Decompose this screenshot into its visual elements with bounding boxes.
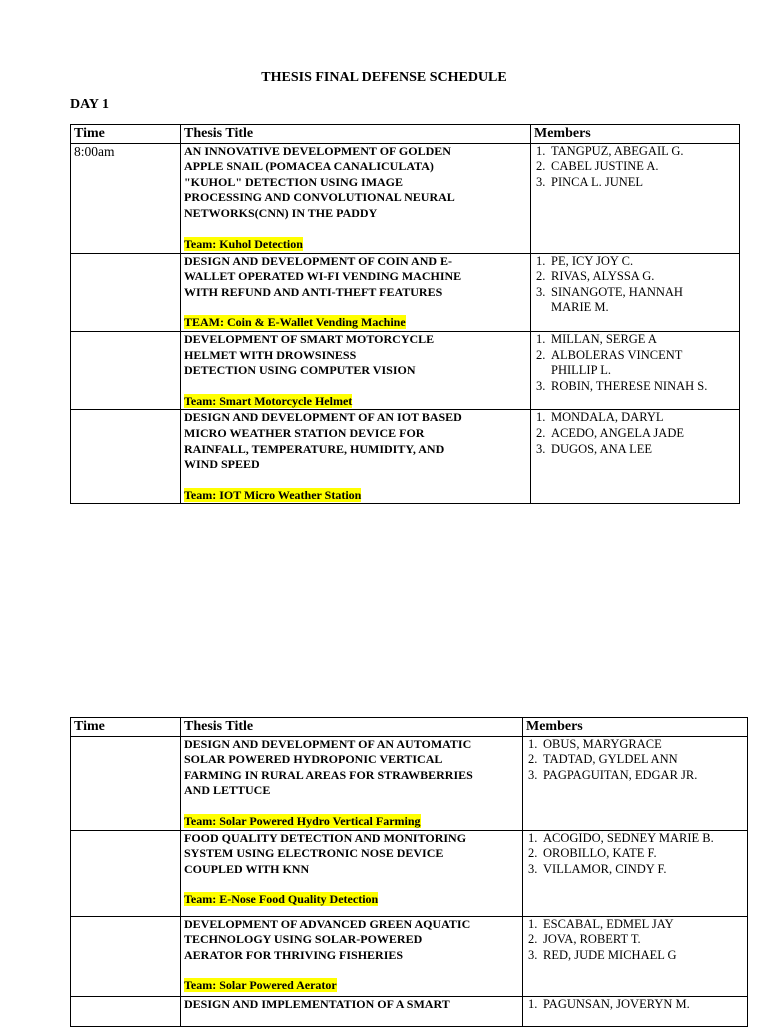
member-item: 2. RIVAS, ALYSSA G.	[536, 269, 655, 284]
member-item: 3. DUGOS, ANA LEE	[536, 441, 653, 456]
thesis-title-text: DESIGN AND IMPLEMENTATION OF A SMART	[184, 996, 450, 1011]
team-highlight: Team: Kuhol Detection	[184, 236, 303, 251]
thesis-title-text: FOOD QUALITY DETECTION AND MONITORING SYSTEM USING ELECTRONIC NOSE DEVICE COUPLED WITH KNN	[184, 830, 467, 876]
time-cell: 8:00am	[71, 143, 181, 253]
member-item: 2. ACEDO, ANGELA JADE	[536, 425, 684, 440]
member-name: OROBILLO, KATE F.	[543, 846, 657, 861]
thesis-title-cell	[181, 736, 523, 830]
member-name: DUGOS, ANA LEE	[551, 441, 653, 456]
member-item: 3. RED, JUDE MICHAEL G	[528, 947, 677, 962]
members-list	[534, 254, 736, 316]
members-list	[534, 332, 736, 394]
table-row	[71, 331, 740, 409]
member-name: VILLAMOR, CINDY F.	[543, 861, 667, 876]
member-name: PAGPAGUITAN, EDGAR JR.	[543, 767, 698, 782]
members-cell	[531, 143, 740, 253]
team-highlight: Team: Smart Motorcycle Helmet	[184, 393, 353, 408]
time-cell	[71, 916, 181, 996]
thesis-title-cell	[181, 410, 531, 504]
member-name: ALBOLERAS VINCENT PHILLIP L.	[551, 347, 683, 378]
table-row	[71, 996, 748, 1026]
team-name	[184, 315, 527, 331]
team-highlight: Team: E-Nose Food Quality Detection	[184, 892, 379, 907]
member-item: 1. MILLAN, SERGE A	[536, 331, 657, 346]
member-item: 2. ALBOLERAS VINCENT PHILLIP L.	[536, 347, 683, 378]
member-item: 1. ESCABAL, EDMEL JAY	[528, 916, 674, 931]
member-name: TADTAD, GYLDEL ANN	[543, 752, 678, 767]
time-cell	[71, 996, 181, 1026]
thesis-title-text: DESIGN AND DEVELOPMENT OF AN IOT BASED MICRO WEATHER STATION DEVICE FOR RAINFALL, TEMPERATURE, HUMIDITY, AND WIND SPEED	[184, 410, 462, 472]
member-name: PAGUNSAN, JOVERYN M.	[543, 996, 690, 1011]
members-cell	[531, 410, 740, 504]
thesis-title-text: DEVELOPMENT OF ADVANCED GREEN AQUATIC TECHNOLOGY USING SOLAR-POWERED AERATOR FOR THRIVING FISHERIES	[184, 916, 471, 962]
members-cell	[531, 253, 740, 331]
team-name	[184, 978, 519, 994]
member-item: 1. ACOGIDO, SEDNEY MARIE B.	[528, 830, 714, 845]
member-name: OBUS, MARYGRACE	[543, 736, 662, 751]
members-list	[526, 917, 744, 964]
member-item: 3. ROBIN, THERESE NINAH S.	[536, 378, 708, 393]
time-cell	[71, 410, 181, 504]
member-item: 3. SINANGOTE, HANNAH MARIE M.	[536, 284, 683, 315]
member-item: 1. PAGUNSAN, JOVERYN M.	[528, 996, 690, 1011]
thesis-title-text: DEVELOPMENT OF SMART MOTORCYCLE HELMET WITH DROWSINESS DETECTION USING COMPUTER VISION	[184, 331, 435, 378]
time-cell	[71, 830, 181, 916]
members-list	[526, 997, 744, 1013]
member-item: 1. PE, ICY JOY C.	[536, 253, 634, 268]
team-highlight: TEAM: Coin & E-Wallet Vending Machine	[184, 315, 406, 330]
team-highlight: Team: Solar Powered Aerator	[184, 978, 337, 993]
thesis-title-text: AN INNOVATIVE DEVELOPMENT OF GOLDEN APPLE SNAIL (POMACEA CANALICULATA) "KUHOL" DETECTION USING IMAGE PROCESSING AND CONVOLUTIONAL NEURAL NETWORKS(CNN) IN THE PADDY	[184, 143, 455, 220]
member-name: PE, ICY JOY C.	[551, 253, 634, 268]
member-name: SINANGOTE, HANNAH MARIE M.	[551, 284, 683, 315]
member-name: PINCA L. JUNEL	[551, 174, 644, 189]
members-list	[526, 737, 744, 784]
time-header: Time	[71, 125, 181, 144]
member-item: 1. MONDALA, DARYL	[536, 410, 664, 425]
member-item: 2. JOVA, ROBERT T.	[528, 932, 641, 947]
table-row	[71, 916, 748, 996]
time-cell	[71, 253, 181, 331]
thesis-title-cell	[181, 916, 523, 996]
team-name	[184, 892, 519, 908]
schedule-table-continued	[70, 717, 748, 1027]
team-name	[184, 488, 527, 504]
member-name: CABEL JUSTINE A.	[551, 159, 659, 174]
member-name: ESCABAL, EDMEL JAY	[543, 916, 674, 931]
members-header: Members	[531, 125, 740, 144]
member-name: ACEDO, ANGELA JADE	[551, 425, 684, 440]
table-row	[71, 736, 748, 830]
team-name	[184, 394, 527, 410]
table-row	[71, 143, 740, 253]
member-item: 2. TADTAD, GYLDEL ANN	[528, 752, 678, 767]
thesis-title-cell	[181, 143, 531, 253]
team-name	[184, 814, 519, 830]
members-cell	[523, 996, 748, 1026]
thesis-title-cell	[181, 996, 523, 1026]
table-row	[71, 253, 740, 331]
thesis-title-text: DESIGN AND DEVELOPMENT OF AN AUTOMATIC SOLAR POWERED HYDROPONIC VERTICAL FARMING IN RURAL AREAS FOR STRAWBERRIES AND LETTUCE	[184, 736, 473, 798]
members-cell	[531, 331, 740, 409]
member-name: JOVA, ROBERT T.	[543, 932, 641, 947]
members-list	[526, 831, 744, 878]
member-item: 2. OROBILLO, KATE F.	[528, 846, 657, 861]
time-cell	[71, 331, 181, 409]
thesis-title-header: Thesis Title	[181, 718, 523, 737]
thesis-title-cell	[181, 253, 531, 331]
team-highlight: Team: IOT Micro Weather Station	[184, 487, 362, 502]
table-row	[71, 410, 740, 504]
members-cell	[523, 916, 748, 996]
member-item: 1. TANGPUZ, ABEGAIL G.	[536, 143, 684, 158]
members-list	[534, 410, 736, 457]
thesis-title-header: Thesis Title	[181, 125, 531, 144]
member-item: 3. VILLAMOR, CINDY F.	[528, 861, 667, 876]
table-header-row	[71, 125, 740, 144]
thesis-title-cell	[181, 830, 523, 916]
day-label: DAY 1	[70, 97, 110, 112]
thesis-title-text: DESIGN AND DEVELOPMENT OF COIN AND E- WALLET OPERATED WI-FI VENDING MACHINE WITH REFUND AND ANTI-THEFT FEATURES	[184, 253, 462, 299]
member-item: 3. PAGPAGUITAN, EDGAR JR.	[528, 767, 698, 782]
time-header: Time	[71, 718, 181, 737]
table-header-row	[71, 718, 748, 737]
member-name: MONDALA, DARYL	[551, 410, 664, 425]
table-row	[71, 830, 748, 916]
member-item: 3. PINCA L. JUNEL	[536, 174, 644, 189]
member-item: 1. OBUS, MARYGRACE	[528, 736, 662, 751]
time-cell	[71, 736, 181, 830]
team-name	[184, 237, 527, 253]
member-name: TANGPUZ, ABEGAIL G.	[551, 143, 684, 158]
member-name: ACOGIDO, SEDNEY MARIE B.	[543, 830, 714, 845]
member-name: RIVAS, ALYSSA G.	[551, 269, 655, 284]
member-name: ROBIN, THERESE NINAH S.	[551, 378, 708, 393]
team-highlight: Team: Solar Powered Hydro Vertical Farming	[184, 813, 421, 828]
members-cell	[523, 736, 748, 830]
members-cell	[523, 830, 748, 916]
member-name: RED, JUDE MICHAEL G	[543, 947, 677, 962]
members-list	[534, 144, 736, 191]
schedule-table-day1	[70, 124, 740, 504]
members-header: Members	[523, 718, 748, 737]
document-title: THESIS FINAL DEFENSE SCHEDULE	[261, 70, 507, 85]
thesis-title-cell	[181, 331, 531, 409]
member-name: MILLAN, SERGE A	[551, 331, 657, 346]
member-item: 2. CABEL JUSTINE A.	[536, 159, 659, 174]
